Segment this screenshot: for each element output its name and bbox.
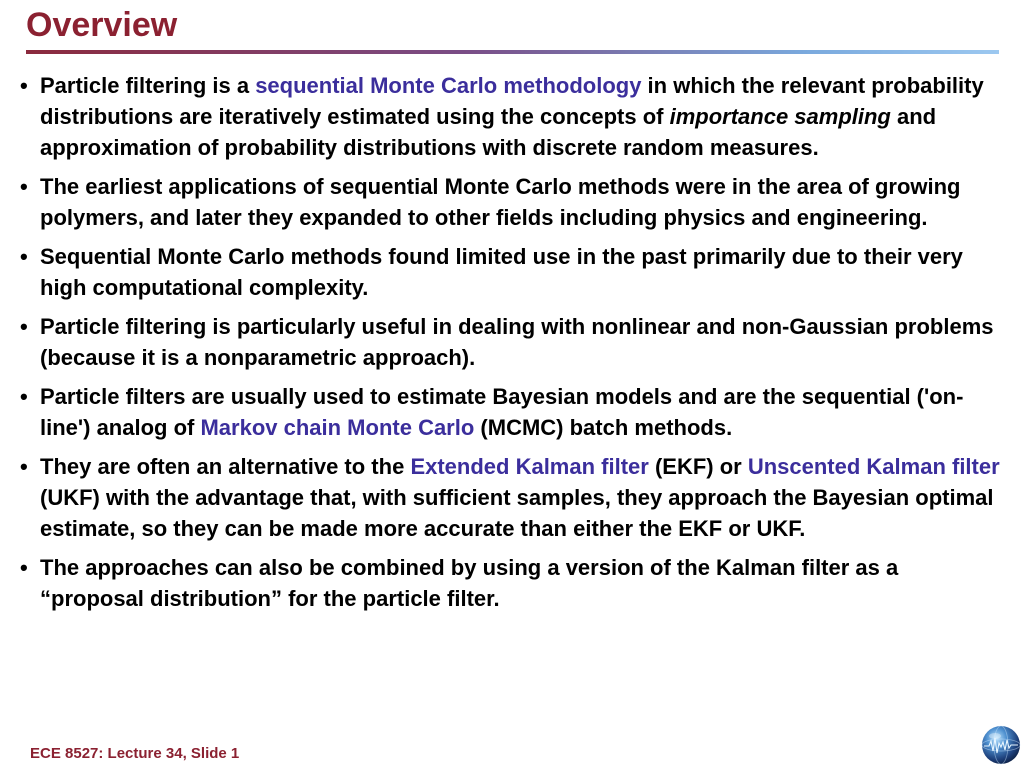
bullet-text: (UKF) with the advantage that, with sufficient samples, they approach the Bayesian optimal estimate, so they can be made more accurate than either the EKF or UKF. <box>40 485 994 541</box>
bullet-icon: • <box>20 73 28 98</box>
slide-footer: ECE 8527: Lecture 34, Slide 1 <box>30 745 240 762</box>
italic-term-importance-sampling: importance sampling <box>669 104 891 129</box>
bullet-item-3 <box>18 241 1003 303</box>
bullet-text: They are often an alternative to the <box>40 454 411 479</box>
bullet-text: in which the relevant probability distributions are iteratively estimated using the concepts of <box>40 73 984 129</box>
globe-icon <box>980 724 1022 766</box>
bullet-icon: • <box>20 174 28 199</box>
bullet-icon: • <box>20 384 28 409</box>
bullet-text: (MCMC) batch methods. <box>474 415 733 440</box>
bullet-text: Particle filtering is particularly useful in dealing with nonlinear and non-Gaussian problems (because it is a nonparametric approach). <box>40 314 994 370</box>
bullet-item-4 <box>18 311 1003 373</box>
link-unscented-kalman-filter[interactable]: Unscented Kalman filter <box>747 454 1000 479</box>
bullet-icon: • <box>20 244 28 269</box>
title-divider <box>26 50 999 54</box>
bullet-list <box>18 70 1003 622</box>
highlight-term-smc-methodology: sequential Monte Carlo methodology <box>255 73 642 98</box>
bullet-item-2 <box>18 171 1003 233</box>
bullet-text: The approaches can also be combined by using a version of the Kalman filter as a “proposal distribution” for the particle filter. <box>40 555 899 611</box>
link-markov-chain-monte-carlo[interactable]: Markov chain Monte Carlo <box>200 415 475 440</box>
bullet-text: Sequential Monte Carlo methods found limited use in the past primarily due to their very high computational complexity. <box>40 244 963 300</box>
link-extended-kalman-filter[interactable]: Extended Kalman filter <box>410 454 649 479</box>
bullet-item-6 <box>18 451 1003 544</box>
bullet-item-1 <box>18 70 1003 163</box>
bullet-item-7 <box>18 552 1003 614</box>
page-title: Overview <box>26 6 178 44</box>
bullet-item-5 <box>18 381 1003 443</box>
bullet-text: Particle filtering is a <box>40 73 256 98</box>
bullet-icon: • <box>20 555 28 580</box>
bullet-text: Particle filters are usually used to estimate Bayesian models and are the sequential ('on-line') analog of <box>40 384 964 440</box>
bullet-text: and approximation of probability distributions with discrete random measures. <box>40 104 937 160</box>
bullet-text: The earliest applications of sequential Monte Carlo methods were in the area of growing polymers, and later they expanded to other fields including physics and engineering. <box>40 174 961 230</box>
bullet-icon: • <box>20 454 28 479</box>
bullet-icon: • <box>20 314 28 339</box>
bullet-text: (EKF) or <box>648 454 748 479</box>
